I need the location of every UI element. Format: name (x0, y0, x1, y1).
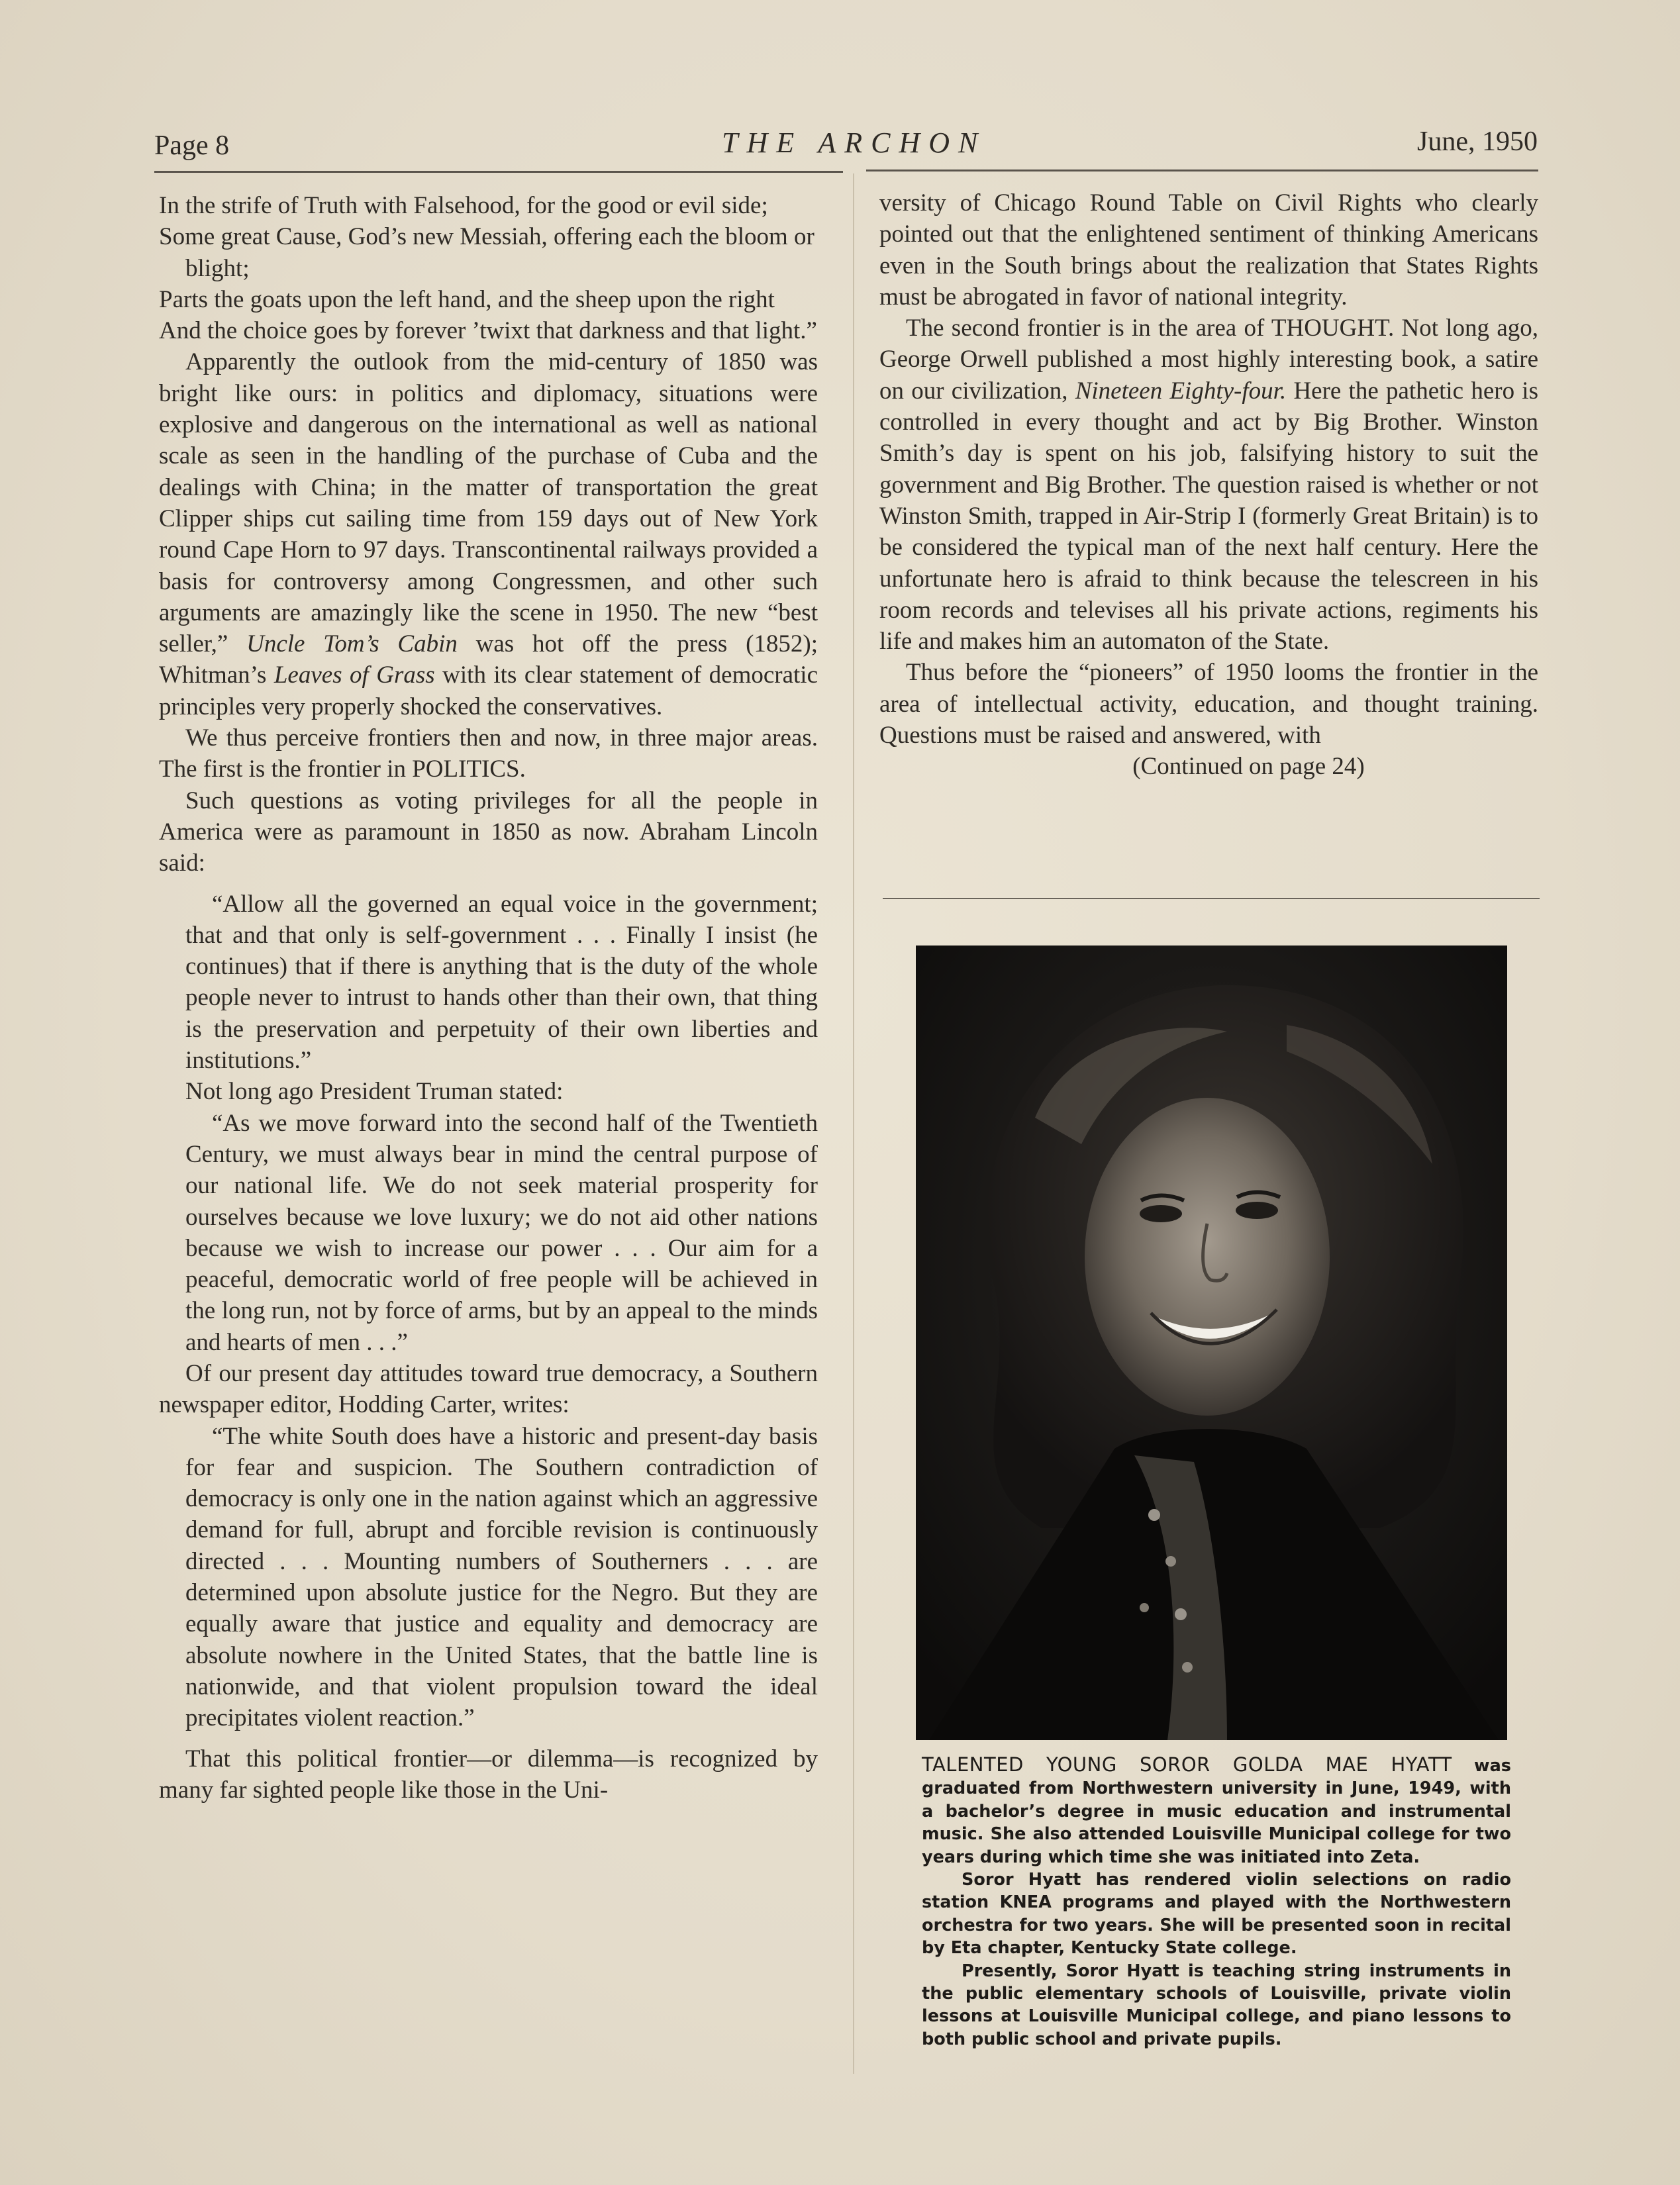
portrait-photo (916, 946, 1507, 1740)
paragraph: We thus perceive frontiers then and now, in three major areas. The first is the frontier in POLITICS. (159, 724, 818, 783)
paragraph: versity of Chicago Round Table on Civil Rights who clearly pointed out that the enlightened sentiment of thinking Americans even in the South brings about the realization that States Rights must be abrogated in favor of national integrity. (879, 189, 1538, 311)
paragraph: Apparently the outlook from the mid-century of 1850 was bright like ours: in politics and diplomacy, situations were explosive and dangerous on the international as well as national scale as seen in the handling of the purchase of Cuba and the dealings with China; in the matter of transportation the great Clipper ships cut sailing time from 159 days out of New York round Cape Horn to 97 days. Transcontinental railways provided a basis for controversy among Congressmen, and other such arguments are amazingly like the scene in 1950. The new “best seller,” Uncle Tom’s Cabin was hot off the press (1852); Whitman’s Leaves of Grass with its clear statement of democratic principles very properly shocked the conservatives. (159, 348, 818, 720)
caption-paragraph: Presently, Soror Hyatt is teaching string instruments in the public elementary schools of Louisville, private violin lessons at Louisville Municipal college, and piano lessons to both public school and private pupils. (922, 1961, 1511, 2049)
block-quote: “As we move forward into the second half of the Twentieth Century, we must always bear in mind the central purpose of our national life. We do not seek material prosperity for ourselves because we love luxury; we do not aid other nations because we wish to increase our power . . . Our aim for a peaceful, democratic world of free people will be achieved in the long run, not by force of arms, but by an appeal to the minds and hearts of men . . .” (185, 1109, 818, 1356)
publication-title: THE ARCHON (722, 126, 987, 159)
poem-line: Parts the goats upon the left hand, and the sheep upon the right (159, 285, 775, 313)
right-column (879, 187, 1538, 783)
caption-lead: TALENTED YOUNG SOROR GOLDA MAE HYATT (922, 1753, 1452, 1776)
book-title: Uncle Tom’s Cabin (246, 630, 458, 658)
block-quote: “Allow all the governed an equal voice in the government; that and that only is self-government . . . Finally I insist (he continues) that if there is anything that is the duty of the whole people never to intrust to hands other than their own, that thing is the preservation and perpetuity of their own liberties and institutions.” (185, 890, 818, 1075)
book-title: Leaves of Grass (273, 661, 435, 689)
portrait-photo-icon (916, 946, 1507, 1740)
caption-paragraph: Soror Hyatt has rendered violin selections on radio station KNEA programs and played with the Northwestern orchestra for two years. She will be presented soon in recital by Eta chapter, Kentucky State college. (922, 1870, 1511, 1959)
block-quote: “The white South does have a historic and present-day basis for fear and suspicion. The Southern contradiction of democracy is only one in the nation against which an aggressive demand for full, abrupt and forcible revision is continuously directed . . . Mounting numbers of Southerners . . . are determined upon absolute justice for the Negro. But they are equally aware that justice and equality and democracy are absolute nowhere in the United States, that the battle line is nationwide, and that violent propulsion toward the ideal precipitates violent reaction.” (185, 1422, 818, 1732)
paragraph: That this political frontier—or dilemma—is recognized by many far sighted people like those in the Uni- (159, 1745, 818, 1804)
poem-line: In the strife of Truth with Falsehood, for the good or evil side; (159, 192, 768, 219)
photo-caption: TALENTED YOUNG SOROR GOLDA MAE HYATT was graduated from Northwestern university in June, 1949, with a bachelor’s degree in music education and instrumental music. She also attended Louisville Municipal college for two years during which time she was initiated into Zeta. Soror Hyatt has rendered violin selections on radio station KNEA programs and played with the Northwestern orchestra for two years. She will be presented soon in recital by Eta chapter, Kentucky State college. Presently, Soror Hyatt is teaching string instruments in the public elementary schools of Louisville, private violin lessons at Louisville Municipal college, and piano lessons to both public school and private pupils. (922, 1753, 1511, 2051)
paragraph: Of our present day attitudes toward true democracy, a Southern newspaper editor, Hodding Carter, writes: (159, 1359, 818, 1419)
issue-date: June, 1950 (1417, 126, 1538, 157)
paragraph: Such questions as voting privileges for all the people in America were as paramount in 1850 as now. Abraham Lincoln said: (159, 787, 818, 877)
continued-note: (Continued on page 24) (1132, 753, 1365, 781)
column-gutter (853, 173, 854, 2074)
section-divider (883, 898, 1540, 899)
page-number: Page 8 (154, 130, 230, 161)
paragraph: The second frontier is in the area of THOUGHT. Not long ago, George Orwell published a most highly interesting book, a satire on our civilization, Nineteen Eighty-four. Here the pathetic hero is controlled in every thought and act by Big Brother. Winston Smith’s day is spent on his job, falsifying history to suit the government and Big Brother. The question raised is whether or not Winston Smith, trapped in Air-Strip I (formerly Great Britain) is to be considered the typical man of the next half century. Here the unfortunate hero is afraid to think because the telescreen in his room records and televises all his private actions, regiments his life and makes him an automaton of the State. (879, 315, 1538, 656)
header-rule-left (154, 171, 843, 173)
paragraph: Not long ago President Truman stated: (185, 1078, 564, 1106)
paragraph: Thus before the “pioneers” of 1950 looms the frontier in the area of intellectual activity, education, and thought training. Questions must be raised and answered, with (879, 659, 1538, 750)
book-title: Nineteen Eighty-four. (1075, 377, 1287, 405)
header-rule-right (866, 170, 1538, 171)
poem-line: And the choice goes by forever ’twixt that darkness and that light.” (159, 317, 817, 345)
poem-line: Some great Cause, God’s new Messiah, offering each the bloom or blight; (159, 223, 815, 282)
left-column (159, 190, 818, 1806)
